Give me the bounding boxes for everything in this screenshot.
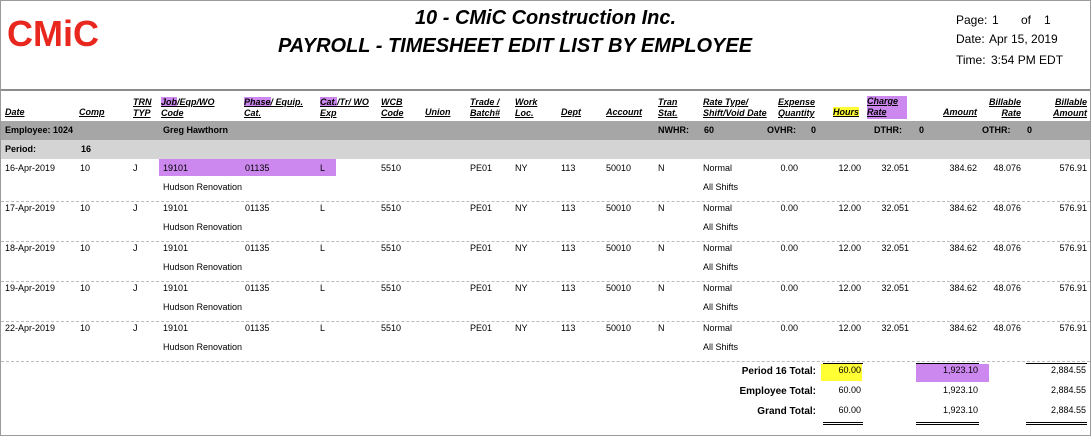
row-trade: PE01 [470,243,493,253]
grand-total-hours: 60.00 [838,405,861,415]
row-tran: N [658,283,665,293]
ovhr-value: 0 [811,125,817,135]
row-trn: J [133,203,138,213]
col-phase-cat: Phase/ Equip. Cat. [244,97,304,118]
period-total-hours: 60.00 [838,365,861,375]
row-comp: 10 [80,283,91,293]
grand-total-label: Grand Total: [757,406,816,417]
row-cat: L [320,323,326,333]
row-amount: 384.62 [949,323,977,333]
row-bill-amount: 576.91 [1059,323,1087,333]
row-bill-rate: 48.076 [993,283,1021,293]
row-date: 18-Apr-2019 [5,243,56,253]
employee-label: Employee: 1024 [5,125,74,135]
row-bill-amount: 576.91 [1059,243,1087,253]
row-dept: 113 [561,323,576,333]
employee-name: Greg Hawthorn [163,125,229,135]
row-job: 19101 [163,283,189,293]
row-divider [1,281,1090,282]
row-trn: J [133,163,138,173]
report-title: PAYROLL - TIMESHEET EDIT LIST BY EMPLOYEE [277,35,753,57]
col-hours [833,107,859,118]
date-label: Date: [956,32,985,46]
row-expense: 0.00 [780,163,798,173]
col-job-highlight: Job [161,97,178,107]
row-bill-rate: 48.076 [993,163,1021,173]
row-cat: L [320,163,326,173]
period-band [1,140,1090,159]
row-account: 50010 [606,163,632,173]
row-dept: 113 [561,283,576,293]
row-shift: All Shifts [703,262,739,272]
period-label: Period: [5,144,37,154]
row-bill-rate: 48.076 [993,203,1021,213]
row-account: 50010 [606,283,632,293]
grand-total-bill-amount: 2,884.55 [1050,405,1086,415]
row-rate-type: Normal [703,323,733,333]
row-rate-type: Normal [703,163,733,173]
row-wcb: 5510 [381,283,402,293]
col-job-code: Job/Eqp/WO Code [161,97,215,118]
col-cat-exp: Cat./Tr/ WO Exp [320,97,369,118]
nwhr-value: 60 [704,125,715,135]
row-trn: J [133,283,138,293]
othr-label: OTHR: [982,125,1011,135]
rule [823,424,863,425]
row-job: 19101 [163,163,189,173]
row-wcb: 5510 [381,243,402,253]
col-expense-qty: Expense Quantity [778,97,816,118]
dthr-label: DTHR: [874,125,902,135]
row-job: 19101 [163,243,189,253]
row-loc: NY [515,203,528,213]
row-tran: N [658,323,665,333]
rule [1026,424,1087,425]
row-trn: J [133,323,138,333]
row-comp: 10 [80,243,91,253]
report-date: Apr 15, 2019 [989,32,1058,46]
col-charge-rate: Charge Rate [867,96,907,119]
row-cat: L [320,283,326,293]
row-dept: 113 [561,243,576,253]
row-date: 19-Apr-2019 [5,283,56,293]
row-phase: 01135 [245,203,270,213]
row-bill-rate: 48.076 [993,243,1021,253]
row-bill-amount: 576.91 [1059,163,1087,173]
row-amount: 384.62 [949,243,977,253]
nwhr-label: NWHR: [658,125,689,135]
row-phase: 01135 [245,163,270,173]
row-rate-type: Normal [703,243,733,253]
row-account: 50010 [606,323,632,333]
row-wcb: 5510 [381,203,402,213]
employee-total-hours: 60.00 [838,385,861,395]
row-trade: PE01 [470,283,493,293]
page-total: 1 [1044,13,1051,27]
row-job: 19101 [163,203,189,213]
row-loc: NY [515,243,528,253]
col-trade-batch: Trade / Batch# [470,97,501,118]
col-comp: Comp [79,107,105,117]
rule [1026,363,1087,364]
row-hours: 12.00 [838,243,861,253]
row-expense: 0.00 [780,323,798,333]
col-account: Account [606,107,642,117]
row-charge: 32.051 [881,163,909,173]
row-charge: 32.051 [881,203,909,213]
row-loc: NY [515,163,528,173]
row-expense: 0.00 [780,203,798,213]
row-loc: NY [515,323,528,333]
row-trade: PE01 [470,163,493,173]
row-date: 17-Apr-2019 [5,203,56,213]
row-wcb: 5510 [381,323,402,333]
col-date: Date [5,107,25,117]
row-shift: All Shifts [703,182,739,192]
col-trn-typ: TRN TYP [133,97,152,118]
row-date: 16-Apr-2019 [5,163,56,173]
logo-text: CMiC [7,13,99,51]
col-billable-rate: Billable Rate [988,97,1021,118]
row-rate-type: Normal [703,203,733,213]
row-trade: PE01 [470,203,493,213]
row-trn: J [133,243,138,253]
period-total-bill-amount: 2,884.55 [1050,365,1086,375]
row-cat: L [320,243,326,253]
row-phase: 01135 [245,243,270,253]
employee-total-label: Employee Total: [739,386,816,397]
employee-total-amount: 1,923.10 [942,385,978,395]
row-dept: 113 [561,163,576,173]
row-phase: 01135 [245,323,270,333]
col-amount: Amount [943,107,977,117]
row-hours: 12.00 [838,163,861,173]
row-divider [1,361,1090,362]
othr-value: 0 [1027,125,1033,135]
period-total-amount: 1,923.10 [942,365,978,375]
col-hours-highlight: Hours [833,107,860,117]
row-shift: All Shifts [703,222,739,232]
row-cat: L [320,203,326,213]
row-bill-rate: 48.076 [993,323,1021,333]
row-job-name: Hudson Renovation [163,342,243,352]
row-bill-amount: 576.91 [1059,203,1087,213]
period-value: 16 [81,144,92,154]
row-hours: 12.00 [838,283,861,293]
report-header [1,1,1090,91]
row-job: 19101 [163,323,189,333]
row-rate-type: Normal [703,283,733,293]
time-label: Time: [956,53,986,67]
row-tran: N [658,203,665,213]
row-tran: N [658,163,665,173]
row-divider [1,201,1090,202]
col-union: Union [425,107,451,117]
row-divider [1,321,1090,322]
row-account: 50010 [606,243,632,253]
grand-total-amount: 1,923.10 [942,405,978,415]
rule [823,422,863,423]
row-dept: 113 [561,203,576,213]
of-label: of [1021,13,1032,27]
col-phase-highlight: Phase [244,97,271,107]
col-wcb-code: WCB Code [381,97,404,118]
row-amount: 384.62 [949,283,977,293]
row-wcb: 5510 [381,163,402,173]
row-comp: 10 [80,203,91,213]
row-account: 50010 [606,203,632,213]
rule [916,424,979,425]
employee-band [1,121,1090,140]
row-job-name: Hudson Renovation [163,262,243,272]
rule [1026,422,1087,423]
row-job-name: Hudson Renovation [163,222,243,232]
row-expense: 0.00 [780,243,798,253]
employee-total-bill-amount: 2,884.55 [1050,385,1086,395]
row-charge: 32.051 [881,323,909,333]
row-amount: 384.62 [949,163,977,173]
row-trade: PE01 [470,323,493,333]
row-shift: All Shifts [703,342,739,352]
col-rate-type: Rate Type/ Shift/Void Date [703,97,767,118]
row-comp: 10 [80,163,91,173]
row-job-name: Hudson Renovation [163,182,243,192]
row-hours: 12.00 [838,203,861,213]
page-number: 1 [992,13,999,27]
row-loc: NY [515,283,528,293]
row-comp: 10 [80,323,91,333]
col-dept: Dept [561,107,581,117]
row-job-name: Hudson Renovation [163,302,243,312]
row-tran: N [658,243,665,253]
row-amount: 384.62 [949,203,977,213]
row-charge: 32.051 [881,283,909,293]
page-label: Page: [956,13,988,27]
row-date: 22-Apr-2019 [5,323,56,333]
dthr-value: 0 [919,125,925,135]
row-hours: 12.00 [838,323,861,333]
col-tran-stat: Tran Stat. [658,97,678,118]
col-work-loc: Work Loc. [515,97,538,118]
col-billable-amount: Billable Amount [1053,97,1087,118]
ovhr-label: OVHR: [767,125,796,135]
row-charge: 32.051 [881,243,909,253]
row-shift: All Shifts [703,302,739,312]
period-total-label: Period 16 Total: [741,366,816,377]
col-cat-highlight: Cat. [320,97,338,107]
rule [916,422,979,423]
row-expense: 0.00 [780,283,798,293]
company-name: 10 - CMiC Construction Inc. [414,7,677,29]
row-bill-amount: 576.91 [1059,283,1087,293]
report-time: 3:54 PM EDT [991,53,1064,67]
row-divider [1,241,1090,242]
row-phase: 01135 [245,283,270,293]
